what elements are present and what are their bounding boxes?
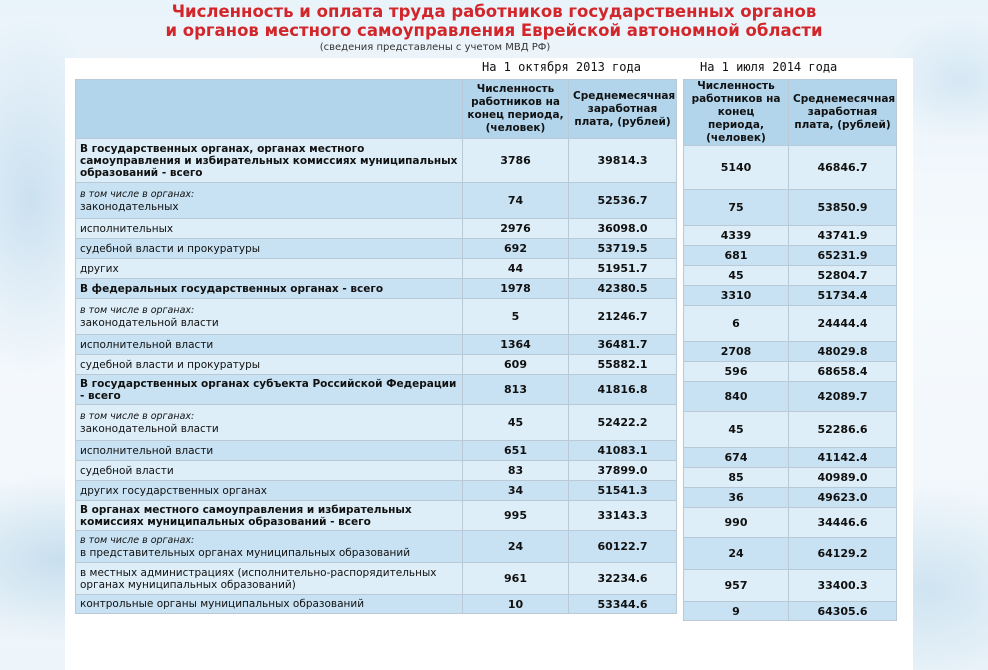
table-2014 (683, 79, 897, 621)
salary-2014-cell: 52804.7 (789, 266, 897, 286)
row-label-cell (76, 239, 463, 259)
table-row (684, 286, 897, 306)
salary-2014-cell: 65231.9 (789, 246, 897, 266)
salary-2013-cell: 37899.0 (569, 461, 677, 481)
headcount-2013-cell: 34 (463, 481, 569, 501)
headcount-2014-cell: 85 (684, 468, 789, 488)
headcount-2014-cell: 990 (684, 508, 789, 538)
salary-2013-cell: 52536.7 (569, 183, 677, 219)
row-label: других государственных органах (80, 484, 267, 497)
subheading-text: в том числе в органах: (80, 188, 195, 200)
row-label-cell (76, 461, 463, 481)
row-label-cell (76, 139, 463, 183)
row-label-cell (76, 299, 463, 335)
header-row (684, 80, 897, 146)
row-label: контрольные органы муниципальных образований (80, 598, 365, 610)
table-row (76, 563, 677, 595)
row-label: законодательных (80, 200, 179, 213)
table-row (76, 299, 677, 335)
row-label: В органах местного самоуправления и избирательных комиссиях муниципальных образований - всего (80, 503, 412, 528)
table-row (76, 461, 677, 481)
table-row (684, 448, 897, 468)
table-row (76, 501, 677, 531)
headcount-2014-cell: 2708 (684, 342, 789, 362)
subtitle: (сведения представлены с учетом МВД РФ) (319, 42, 551, 53)
salary-2013-cell: 33143.3 (569, 501, 677, 531)
headcount-2013-cell: 651 (463, 441, 569, 461)
table-row (684, 362, 897, 382)
salary-2013-cell: 21246.7 (569, 299, 677, 335)
table-row (684, 306, 897, 342)
header-blank-cell (76, 80, 463, 139)
header-headcount-2013: Численность работников на конец периода, (человек) (463, 80, 569, 139)
table-row (76, 595, 677, 614)
row-label: В государственных органах субъекта Российской Федерации - всего (80, 377, 457, 402)
headcount-2014-cell: 957 (684, 570, 789, 602)
table-2013 (75, 79, 677, 614)
headcount-2013-cell: 692 (463, 239, 569, 259)
row-label: исполнительной власти (80, 444, 214, 457)
salary-2013-cell: 53719.5 (569, 239, 677, 259)
row-label-cell (76, 595, 463, 614)
salary-2014-cell: 24444.4 (789, 306, 897, 342)
headcount-2014-cell: 45 (684, 266, 789, 286)
headcount-2014-cell: 24 (684, 538, 789, 570)
row-label-cell (76, 259, 463, 279)
headcount-2013-cell: 45 (463, 405, 569, 441)
row-label: в местных администрациях (исполнительно-распорядительных органах муниципальных образований) (80, 566, 437, 591)
header-salary-2013: Среднемесячная заработная плата, (рублей) (569, 80, 677, 139)
headcount-2013-cell: 2976 (463, 219, 569, 239)
page-title (0, 2, 988, 40)
title-line-2: и органов местного самоуправления Еврейской автономной области (165, 21, 823, 40)
title-line-1: Численность и оплата труда работников государственных органов (171, 2, 817, 21)
salary-2014-cell: 41142.4 (789, 448, 897, 468)
period-date-2013: На 1 октября 2013 года (482, 60, 641, 74)
subheading-text: в том числе в органах: (80, 304, 195, 316)
table-row (684, 602, 897, 621)
table-row (76, 355, 677, 375)
row-label-cell (76, 501, 463, 531)
table-row (684, 570, 897, 602)
row-label: законодательной власти (80, 316, 219, 329)
table-row (684, 342, 897, 362)
headcount-2013-cell: 813 (463, 375, 569, 405)
row-label: В государственных органах, органах местного самоуправления и избирательных комиссиях муниципальных образований - всего (80, 142, 458, 179)
row-label: в представительных органах муниципальных образований (80, 546, 411, 559)
table-row (684, 226, 897, 246)
salary-2013-cell: 51541.3 (569, 481, 677, 501)
headcount-2014-cell: 9 (684, 602, 789, 621)
headcount-2013-cell: 74 (463, 183, 569, 219)
salary-2014-cell: 42089.7 (789, 382, 897, 412)
table-row (76, 481, 677, 501)
headcount-2013-cell: 10 (463, 595, 569, 614)
headcount-2014-cell: 681 (684, 246, 789, 266)
table-row (76, 279, 677, 299)
row-label-cell (76, 279, 463, 299)
headcount-2013-cell: 83 (463, 461, 569, 481)
header-salary-2014: Среднемесячная заработная плата, (рублей) (789, 80, 897, 146)
table-row (684, 412, 897, 448)
row-label-cell (76, 481, 463, 501)
salary-2013-cell: 53344.6 (569, 595, 677, 614)
salary-2014-cell: 46846.7 (789, 146, 897, 190)
salary-2013-cell: 32234.6 (569, 563, 677, 595)
period-date-2014: На 1 июля 2014 года (700, 60, 838, 74)
headcount-2014-cell: 674 (684, 448, 789, 468)
salary-2014-cell: 64129.2 (789, 538, 897, 570)
table-row (76, 405, 677, 441)
salary-2013-cell: 36098.0 (569, 219, 677, 239)
headcount-2014-cell: 45 (684, 412, 789, 448)
salary-2014-cell: 68658.4 (789, 362, 897, 382)
row-label: судебной власти (80, 464, 174, 477)
headcount-2014-cell: 840 (684, 382, 789, 412)
salary-2014-cell: 52286.6 (789, 412, 897, 448)
salary-2014-cell: 33400.3 (789, 570, 897, 602)
salary-2013-cell: 51951.7 (569, 259, 677, 279)
row-label: исполнительных (80, 222, 174, 235)
headcount-2013-cell: 44 (463, 259, 569, 279)
table-row (76, 259, 677, 279)
headcount-2013-cell: 1978 (463, 279, 569, 299)
row-label-cell (76, 355, 463, 375)
headcount-2014-cell: 4339 (684, 226, 789, 246)
row-label-cell (76, 531, 463, 563)
row-label-cell (76, 405, 463, 441)
salary-2014-cell: 43741.9 (789, 226, 897, 246)
salary-2013-cell: 41083.1 (569, 441, 677, 461)
salary-2013-cell: 55882.1 (569, 355, 677, 375)
headcount-2013-cell: 995 (463, 501, 569, 531)
row-label: В федеральных государственных органах - всего (80, 282, 384, 295)
headcount-2014-cell: 3310 (684, 286, 789, 306)
row-label-cell (76, 563, 463, 595)
table-row (76, 441, 677, 461)
salary-2014-cell: 49623.0 (789, 488, 897, 508)
headcount-2014-cell: 6 (684, 306, 789, 342)
table-row (684, 538, 897, 570)
salary-2014-cell: 53850.9 (789, 190, 897, 226)
salary-2014-cell: 51734.4 (789, 286, 897, 306)
table-row (684, 266, 897, 286)
table-row (76, 183, 677, 219)
row-label-cell (76, 219, 463, 239)
row-label: судебной власти и прокуратуры (80, 358, 261, 371)
salary-2014-cell: 48029.8 (789, 342, 897, 362)
table-row (684, 246, 897, 266)
salary-2014-cell: 40989.0 (789, 468, 897, 488)
headcount-2014-cell: 596 (684, 362, 789, 382)
headcount-2013-cell: 5 (463, 299, 569, 335)
table-row (76, 375, 677, 405)
salary-2014-cell: 34446.6 (789, 508, 897, 538)
table-row (76, 139, 677, 183)
headcount-2014-cell: 36 (684, 488, 789, 508)
row-label: законодательной власти (80, 422, 219, 435)
row-label: судебной власти и прокуратуры (80, 242, 261, 255)
salary-2013-cell: 60122.7 (569, 531, 677, 563)
row-label-cell (76, 441, 463, 461)
salary-2013-cell: 41816.8 (569, 375, 677, 405)
row-label: исполнительной власти (80, 338, 214, 351)
table-row (76, 239, 677, 259)
headcount-2013-cell: 1364 (463, 335, 569, 355)
salary-2013-cell: 42380.5 (569, 279, 677, 299)
salary-2013-cell: 36481.7 (569, 335, 677, 355)
table-row (684, 488, 897, 508)
row-label-cell (76, 183, 463, 219)
table-row (76, 531, 677, 563)
subheading-text: в том числе в органах: (80, 410, 195, 422)
row-label: других (80, 262, 119, 275)
salary-2013-cell: 39814.3 (569, 139, 677, 183)
table-row (684, 508, 897, 538)
table-row (684, 190, 897, 226)
header-headcount-2014: Численность работников на конец периода, (человек) (684, 80, 789, 146)
table-row (684, 146, 897, 190)
headcount-2013-cell: 3786 (463, 139, 569, 183)
headcount-2014-cell: 5140 (684, 146, 789, 190)
row-label-cell (76, 335, 463, 355)
row-label-cell (76, 375, 463, 405)
salary-2014-cell: 64305.6 (789, 602, 897, 621)
header-row (76, 80, 677, 139)
table-row (684, 468, 897, 488)
subheading-text: в том числе в органах: (80, 534, 195, 546)
table-row (76, 335, 677, 355)
table-row (76, 219, 677, 239)
headcount-2013-cell: 961 (463, 563, 569, 595)
headcount-2014-cell: 75 (684, 190, 789, 226)
salary-2013-cell: 52422.2 (569, 405, 677, 441)
table-row (684, 382, 897, 412)
headcount-2013-cell: 609 (463, 355, 569, 375)
headcount-2013-cell: 24 (463, 531, 569, 563)
